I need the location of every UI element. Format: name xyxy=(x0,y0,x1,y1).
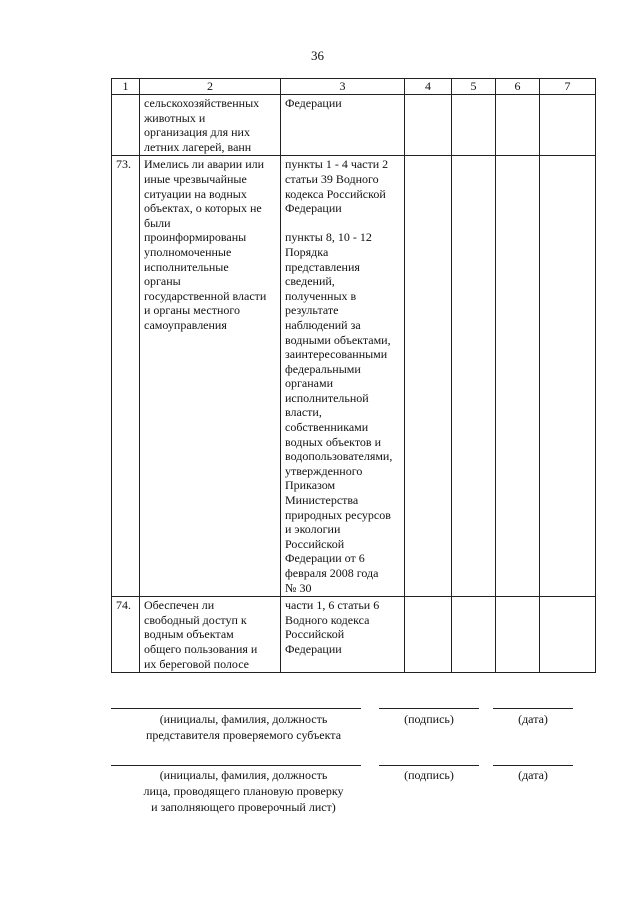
name-signature-line[interactable] xyxy=(111,708,361,709)
signature-line[interactable] xyxy=(379,765,479,766)
answer-cell[interactable] xyxy=(496,597,540,673)
header-cell: 1 xyxy=(112,79,140,95)
signature-caption: (подпись) xyxy=(404,768,454,782)
header-cell: 7 xyxy=(540,79,596,95)
header-cell: 5 xyxy=(452,79,496,95)
name-signature-line[interactable] xyxy=(111,765,361,766)
header-cell: 3 xyxy=(281,79,405,95)
answer-cell[interactable] xyxy=(405,156,452,597)
question-cell: Имелись ли аварии или иные чрезвычайные ситуации на водных объектах, о которых не были проинформированы уполномоченные исполнительные органы государственной власти и органы местного самоуправления xyxy=(140,156,281,597)
row-number: 73. xyxy=(112,156,140,597)
answer-cell[interactable] xyxy=(496,156,540,597)
header-row xyxy=(112,79,596,95)
date-line[interactable] xyxy=(493,708,573,709)
header-cell: 2 xyxy=(140,79,281,95)
reference-cell: Федерации xyxy=(281,95,405,156)
answer-cell[interactable] xyxy=(452,156,496,597)
reference-cell: части 1, 6 статьи 6 Водного кодекса Российской Федерации xyxy=(281,597,405,673)
table-row xyxy=(112,597,596,673)
table-row xyxy=(112,95,596,156)
date-caption: (дата) xyxy=(518,712,548,726)
answer-cell[interactable] xyxy=(540,597,596,673)
row-number xyxy=(112,95,140,156)
question-cell: Обеспечен ли свободный доступ к водным объектам общего пользования и их береговой полосе xyxy=(140,597,281,673)
answer-cell[interactable] xyxy=(452,597,496,673)
date-line[interactable] xyxy=(493,765,573,766)
header-cell: 6 xyxy=(496,79,540,95)
page-number: 36 xyxy=(311,48,324,63)
table-row xyxy=(112,156,596,597)
date-caption: (дата) xyxy=(518,768,548,782)
reference-cell: пункты 1 - 4 части 2 статьи 39 Водного кодекса Российской Федерации пункты 8, 10 - 12 Порядка представления сведений, полученных в результате наблюдений за водными объектами, заинтересованными федеральными органами исполнительной власти, собственниками водных объектов и водопользователями, утвержденного Приказом Министерства природных ресурсов и экологии Российской Федерации от 6 февраля 2008 года № 30 xyxy=(281,156,405,597)
checklist-table xyxy=(111,78,596,673)
name-caption: (инициалы, фамилия, должность лица, проводящего плановую проверку и заполняющего проверочный лист) xyxy=(143,768,344,814)
answer-cell[interactable] xyxy=(405,95,452,156)
answer-cell[interactable] xyxy=(540,95,596,156)
signature-line[interactable] xyxy=(379,708,479,709)
header-cell: 4 xyxy=(405,79,452,95)
name-caption: (инициалы, фамилия, должность представителя проверяемого субъекта xyxy=(145,712,342,742)
row-number: 74. xyxy=(112,597,140,673)
question-cell: сельскохозяйственных животных и организация для них летних лагерей, ванн xyxy=(140,95,281,156)
answer-cell[interactable] xyxy=(496,95,540,156)
signature-caption: (подпись) xyxy=(404,712,454,726)
answer-cell[interactable] xyxy=(405,597,452,673)
answer-cell[interactable] xyxy=(452,95,496,156)
answer-cell[interactable] xyxy=(540,156,596,597)
